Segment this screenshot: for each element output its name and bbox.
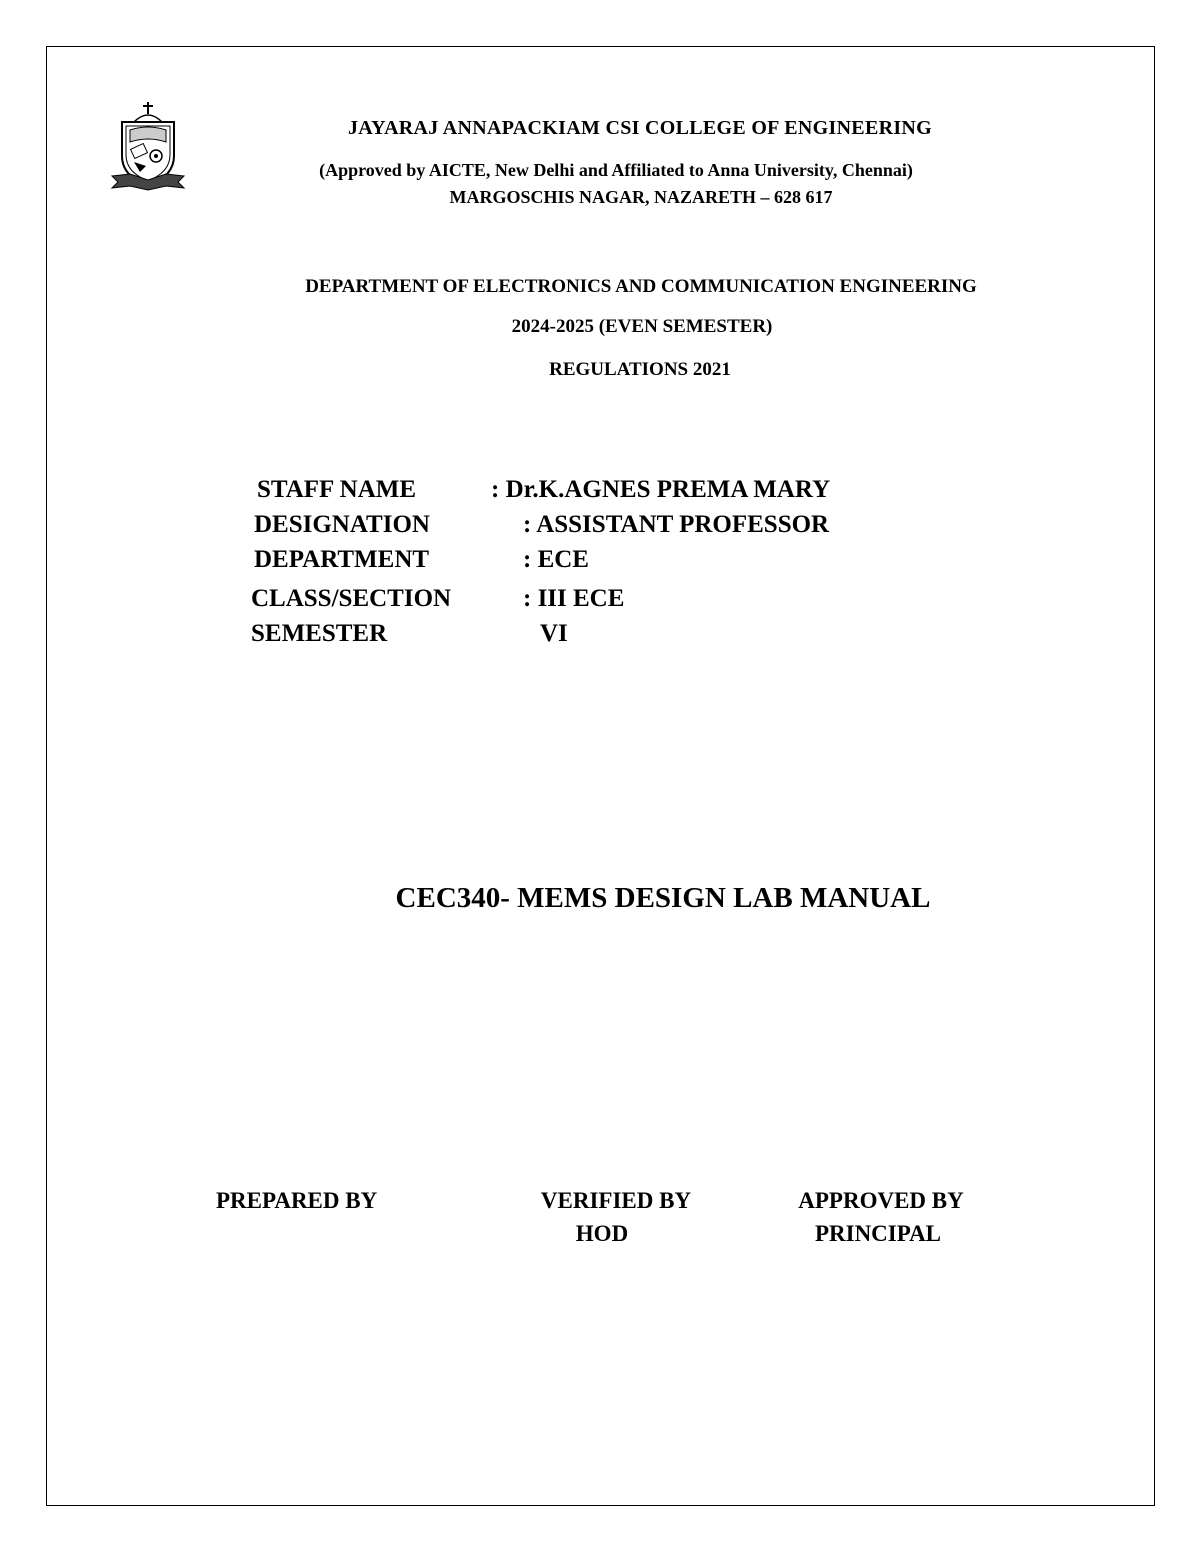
designation-value: : ASSISTANT PROFESSOR	[523, 511, 830, 538]
semester-value: VI	[540, 620, 568, 647]
department-label: DEPARTMENT	[254, 546, 430, 573]
approved-role: PRINCIPAL	[814, 1221, 942, 1246]
department-value: : ECE	[523, 546, 589, 573]
class-section-value: : III ECE	[523, 585, 625, 612]
approval-line: (Approved by AICTE, New Delhi and Affiliated to Anna University, Chennai)	[319, 160, 913, 180]
academic-year: 2024-2025 (EVEN SEMESTER)	[511, 316, 773, 337]
semester-label: SEMESTER	[251, 620, 388, 647]
prepared-by: PREPARED BY	[216, 1188, 378, 1213]
department-name: DEPARTMENT OF ELECTRONICS AND COMMUNICATION ENGINEERING	[305, 276, 977, 297]
verified-by: VERIFIED BY	[540, 1188, 692, 1213]
staff-name-label: STAFF NAME	[257, 476, 417, 503]
approved-by: APPROVED BY	[798, 1188, 964, 1213]
verified-role: HOD	[575, 1221, 629, 1246]
designation-label: DESIGNATION	[254, 511, 430, 538]
college-name: JAYARAJ ANNAPACKIAM CSI COLLEGE OF ENGINEERING	[347, 117, 933, 139]
regulations: REGULATIONS 2021	[549, 359, 731, 380]
class-section-label: CLASS/SECTION	[251, 585, 452, 612]
page-border	[46, 46, 1155, 1506]
staff-name-value: : Dr.K.AGNES PREMA MARY	[491, 476, 831, 503]
manual-title: CEC340- MEMS DESIGN LAB MANUAL	[395, 882, 931, 914]
college-address: MARGOSCHIS NAGAR, NAZARETH – 628 617	[449, 187, 833, 207]
